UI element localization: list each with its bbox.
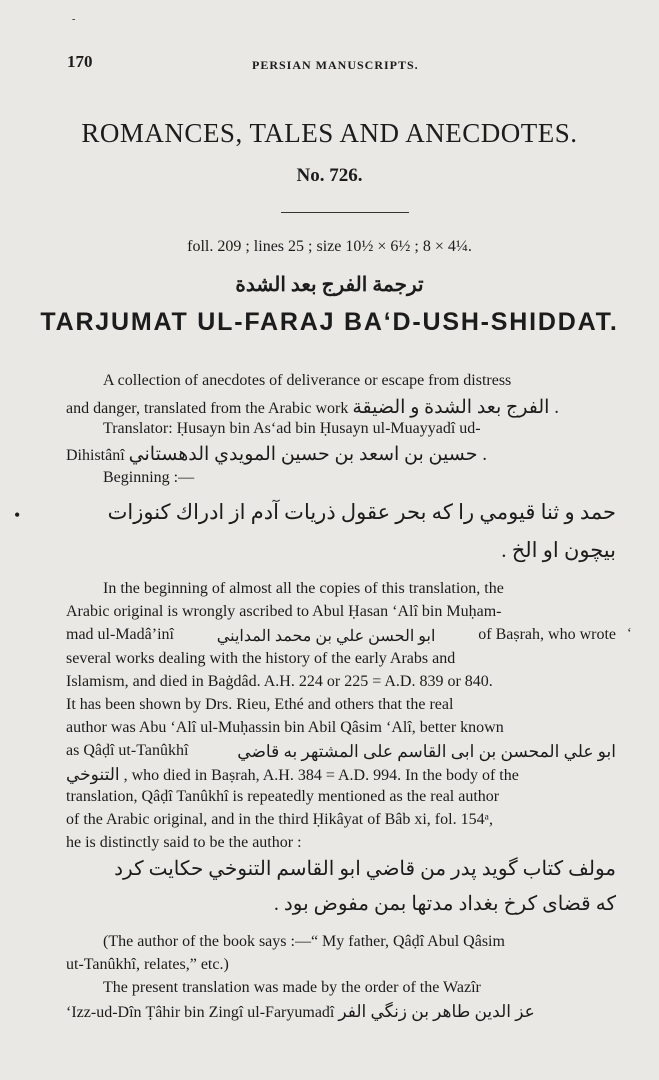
margin-tick: ʻ bbox=[627, 626, 632, 641]
translator-line-1: Translator: Ḥusayn bin As‘ad bin Ḥusayn ul-Muayyadî ud- bbox=[103, 420, 481, 437]
quote-translation-line-1: (The author of the book says :—“ My father, Qâḍî Abul Qâsim bbox=[103, 933, 505, 950]
closing-line-1: The present translation was made by the order of the Wazîr bbox=[103, 979, 481, 996]
main-title: TARJUMAT UL-FARAJ BA‘D-USH-SHIDDAT. bbox=[40, 308, 619, 336]
body-line-1: In the beginning of almost all the copies of this translation, the bbox=[103, 580, 504, 597]
beginning-arabic-line-1: حمد و ثنا قيومي را كه بحر عقول ذريات آدم از ادراك كنوزات bbox=[107, 500, 616, 524]
body-line-4: several works dealing with the history of the early Arabs and bbox=[66, 650, 456, 667]
quote-arabic-line-2: كه قضاى كرخ بغداد مدتها بمن مفوض بود . bbox=[273, 893, 616, 915]
body-arabic-name-3: التنوخي bbox=[66, 765, 120, 784]
description-arabic: الفرج بعد الشدة و الضيقة . bbox=[352, 397, 559, 418]
running-title: PERSIAN MANUSCRIPTS. bbox=[252, 58, 419, 72]
body-line-12: he is distinctly said to be the author : bbox=[66, 834, 302, 851]
translator-line-2: Dihistânî حسين بن اسعد بن حسين المويدي الدهستاني . bbox=[66, 444, 487, 465]
arabic-title: ترجمة الفرج بعد الشدة bbox=[235, 274, 424, 296]
body-line-6: It has been shown by Drs. Rieu, Ethé and others that the real bbox=[66, 696, 454, 713]
body-line-10: translation, Qâḍî Tanûkhî is repeatedly mentioned as the real author bbox=[66, 788, 500, 805]
body-line-9: التنوخي , who died in Baṣrah, A.H. 384 = A.D. 994. In the body of the bbox=[66, 765, 519, 784]
body-line-3: mad ul-Madâ’inî ابو الحسن علي بن محمد المدايني of Baṣrah, who wrote bbox=[66, 626, 616, 645]
divider-rule bbox=[281, 212, 409, 213]
quote-translation-line-2: ut-Tanûkhî, relates,” etc.) bbox=[66, 956, 229, 973]
body-line-2: Arabic original is wrongly ascribed to Abul Ḥasan ‘Alî bin Muḥam- bbox=[66, 603, 502, 620]
catalogue-number: No. 726. bbox=[296, 165, 363, 186]
margin-dot: • bbox=[14, 505, 21, 525]
page-corner-mark: - bbox=[72, 14, 76, 25]
beginning-label: Beginning :— bbox=[103, 469, 195, 486]
body-line-5: Islamism, and died in Baġdâd. A.H. 224 or 225 = A.D. 839 or 840. bbox=[66, 673, 493, 690]
description-line-1: A collection of anecdotes of deliverance or escape from distress bbox=[103, 372, 512, 389]
beginning-arabic-line-2: بيچون او الخ . bbox=[501, 538, 616, 562]
body-line-7: author was Abu ‘Alî ul-Muḥassin bin Abil Qâsim ‘Alî, better known bbox=[66, 719, 504, 736]
body-arabic-name-2: ابو علي المحسن بن ابى القاسم على المشتهر به قاضي bbox=[237, 742, 616, 761]
closing-line-2: ‘Izz-ud-Dîn Ṭâhir bin Zingî ul-Faryumadî عز الدين طاهر بن زنگي الفر bbox=[66, 1002, 535, 1021]
quote-arabic-line-1: مولف كتاب گويد پدر من قاضي ابو القاسم التنوخي حكايت كرد bbox=[114, 858, 616, 880]
body-line-8: as Qâḍî ut-Tanûkhî ابو علي المحسن بن ابى القاسم على المشتهر به قاضي bbox=[66, 742, 616, 761]
page-number: 170 bbox=[67, 52, 93, 71]
folio-info: foll. 209 ; lines 25 ; size 10½ × 6½ ; 8 × 4¼. bbox=[187, 238, 472, 255]
body-arabic-name-1: ابو الحسن علي بن محمد المدايني bbox=[216, 628, 436, 645]
body-line-11: of the Arabic original, and in the third Ḥikâyat of Bâb xi, fol. 154ᵃ, bbox=[66, 811, 493, 828]
section-title: ROMANCES, TALES AND ANECDOTES. bbox=[81, 118, 578, 148]
translator-arabic: حسين بن اسعد بن حسين المويدي الدهستاني . bbox=[128, 444, 487, 465]
closing-arabic: عز الدين طاهر بن زنگي الفر bbox=[338, 1002, 535, 1021]
description-line-2: and danger, translated from the Arabic work الفرج بعد الشدة و الضيقة . bbox=[66, 397, 559, 418]
